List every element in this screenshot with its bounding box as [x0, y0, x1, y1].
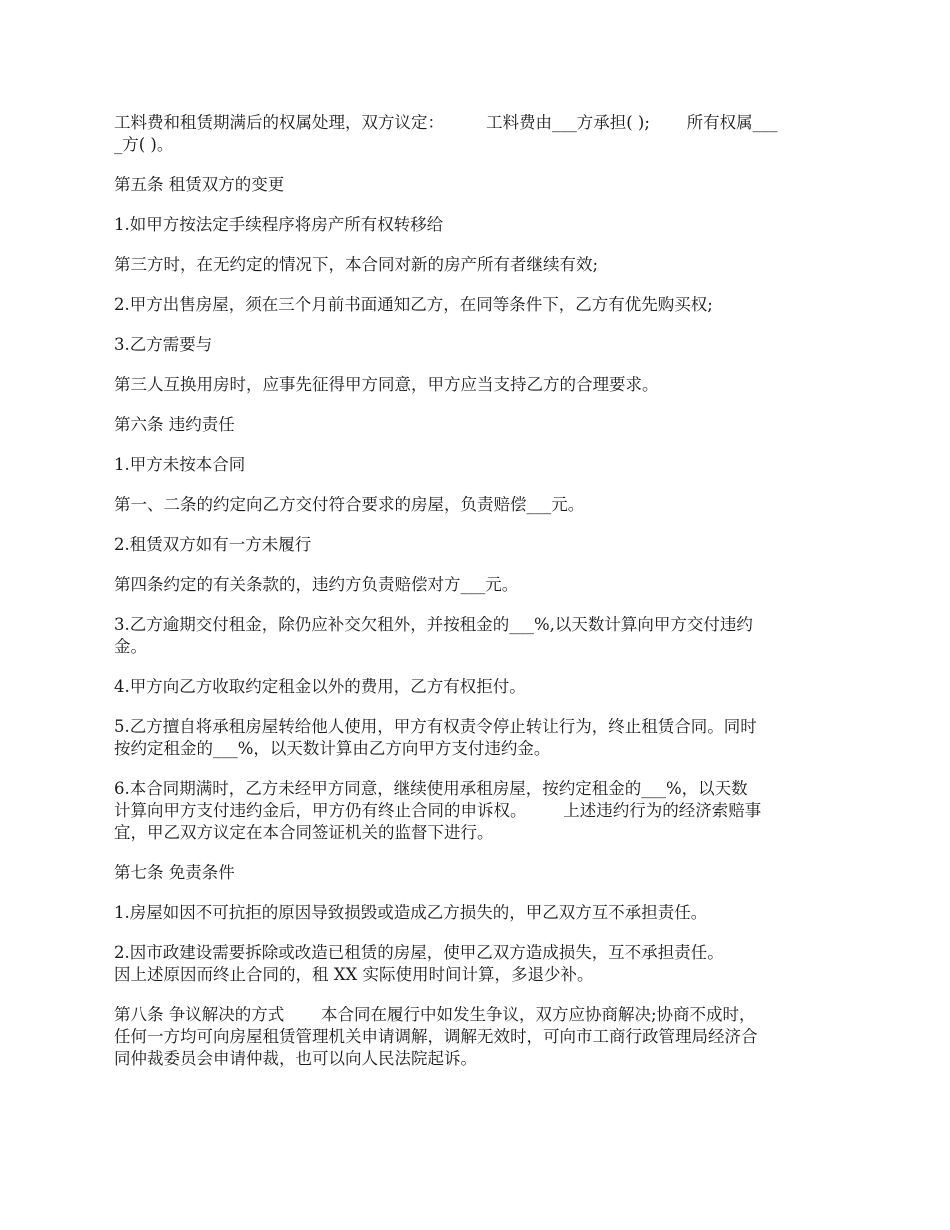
paragraph	[114, 902, 844, 924]
paragraph	[114, 574, 844, 596]
paragraph	[114, 174, 844, 196]
paragraph	[114, 454, 844, 476]
paragraph	[114, 294, 844, 316]
text-line: 计算向甲方支付违约金后，甲方仍有终止合同的申诉权。 上述违约行为的经济索赔事	[114, 801, 762, 820]
paragraph	[114, 374, 844, 396]
text-line: 第四条约定的有关条款的，违约方负责赔偿对方___元。	[114, 575, 519, 594]
text-line: 1.如甲方按法定手续程序将房产所有权转移给	[114, 215, 444, 234]
document-page	[114, 112, 844, 1088]
text-line: 第五条 租赁双方的变更	[114, 175, 285, 194]
paragraph	[114, 716, 844, 760]
paragraph	[114, 942, 844, 986]
text-line: 金。	[114, 637, 147, 656]
text-line: 同仲裁委员会申请仲裁，也可以向人民法院起诉。	[114, 1049, 477, 1068]
text-line: 第三方时，在无约定的情况下，本合同对新的房产所有者继续有效;	[114, 255, 599, 274]
paragraph	[114, 254, 844, 276]
text-line: 1.房屋如因不可抗拒的原因导致损毁或造成乙方损失的，甲乙双方互不承担责任。	[114, 903, 708, 922]
paragraph	[114, 112, 844, 156]
text-line: 第一、二条的约定向乙方交付符合要求的房屋，负责赔偿___元。	[114, 495, 585, 514]
paragraph	[114, 334, 844, 356]
text-line: 1.甲方未按本合同	[114, 455, 246, 474]
text-line: 任何一方均可向房屋租赁管理机关申请调解，调解无效时，可向市工商行政管理局经济合	[114, 1027, 758, 1046]
text-line: 第三人互换用房时，应事先征得甲方同意，甲方应当支持乙方的合理要求。	[114, 375, 659, 394]
paragraph	[114, 862, 844, 884]
paragraph	[114, 214, 844, 236]
paragraph	[114, 614, 844, 658]
paragraph	[114, 1004, 844, 1070]
text-line: 3.乙方需要与	[114, 335, 213, 354]
text-line: 2.甲方出售房屋，须在三个月前书面通知乙方，在同等条件下，乙方有优先购买权;	[114, 295, 713, 314]
text-line: 4.甲方向乙方收取约定租金以外的费用，乙方有权拒付。	[114, 677, 526, 696]
text-line: 第六条 违约责任	[114, 415, 235, 434]
text-line: 第七条 免责条件	[114, 863, 235, 882]
text-line: 2.因市政建设需要拆除或改造已租赁的房屋，使甲乙双方造成损失，互不承担责任。	[114, 943, 724, 962]
text-line: 按约定租金的___%，以天数计算由乙方向甲方支付违约金。	[114, 739, 551, 758]
text-line: 5.乙方擅自将承租房屋转给他人使用，甲方有权责令停止转让行为，终止租赁合同。同时	[114, 717, 757, 736]
text-line: 宜，甲乙双方议定在本合同签证机关的监督下进行。	[114, 823, 494, 842]
text-line: 2.租赁双方如有一方未履行	[114, 535, 312, 554]
text-line: 因上述原因而终止合同的，租 XX 实际使用时间计算，多退少补。	[114, 965, 594, 984]
paragraph	[114, 778, 844, 844]
text-line: 6.本合同期满时，乙方未经甲方同意，继续使用承租房屋，按约定租金的___%，以天数	[114, 779, 748, 798]
text-line: 工料费和租赁期满后的权属处理，双方议定： 工料费由___方承担( ); 所有权属___	[114, 113, 778, 132]
paragraph	[114, 494, 844, 516]
paragraph	[114, 414, 844, 436]
text-line: _方( )。	[114, 135, 174, 154]
text-line: 第八条 争议解决的方式 本合同在履行中如发生争议，双方应协商解决;协商不成时，	[114, 1005, 756, 1024]
paragraph	[114, 534, 844, 556]
paragraph	[114, 676, 844, 698]
text-line: 3.乙方逾期交付租金，除仍应补交欠租外，并按租金的___%,以天数计算向甲方交付违约	[114, 615, 753, 634]
